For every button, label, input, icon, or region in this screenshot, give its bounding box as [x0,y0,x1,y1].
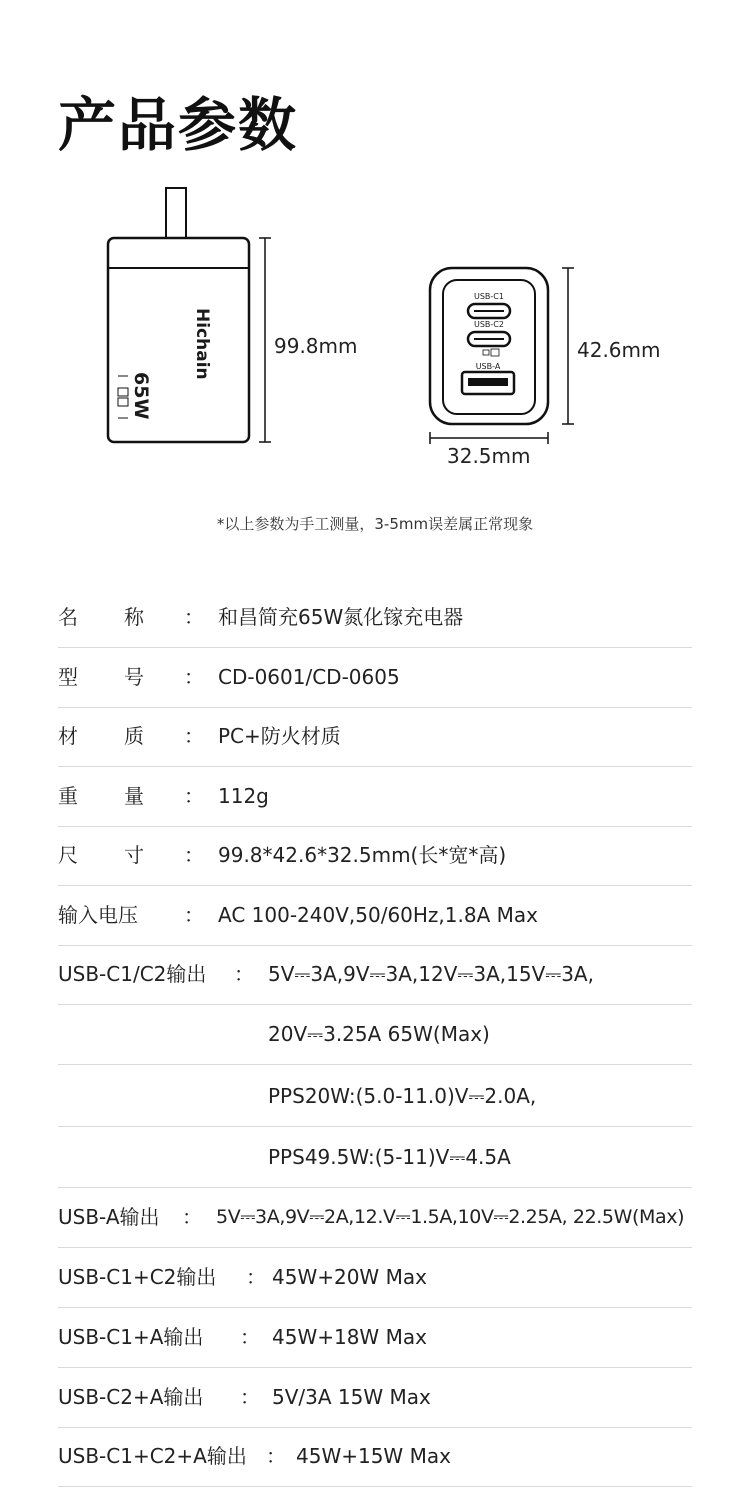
spec-value: 20V⎓3.25A 65W(Max) [268,1022,490,1046]
spec-row-weight [58,767,692,827]
dimension-diagram [0,180,750,480]
spec-row-size [58,826,692,886]
spec-label: USB-C2+A输出 [58,1385,204,1409]
spec-row-usbc-output [58,945,692,1005]
spec-label: 材 [58,724,78,748]
spec-label: 名 [58,605,78,629]
side-wattage: 65W [130,372,152,420]
charger-drawing [0,180,750,480]
spec-row-usbc-output-cont [58,1067,692,1127]
spec-value: PPS49.5W:(5-11)V⎓4.5A [268,1145,511,1169]
spec-row-c1c2a-output [58,1427,692,1487]
spec-label: 量 [124,784,144,808]
spec-separator: ： [184,784,204,808]
spec-separator: ： [182,1205,202,1229]
port-label-c2: USB-C2 [474,320,504,329]
spec-row-c1c2-output [58,1248,692,1308]
spec-value: PC+防火材质 [218,724,341,748]
spec-value: 45W+18W Max [272,1325,427,1349]
spec-row-material [58,707,692,767]
spec-value: CD-0601/CD-0605 [218,665,400,689]
measurement-note: *以上参数为手工测量，3-5mm误差属正常现象 [216,515,534,533]
spec-label: USB-C1+C2输出 [58,1265,217,1289]
spec-label: 号 [124,665,144,689]
spec-row-c1a-output [58,1308,692,1368]
spec-value: 45W+15W Max [296,1444,451,1468]
spec-label: 型 [58,665,78,689]
spec-separator: ： [234,962,254,986]
spec-label: USB-C1+A输出 [58,1325,204,1349]
front-height-label: 42.6mm [577,338,661,362]
spec-separator: ： [266,1444,286,1468]
spec-value: 5V⎓3A,9V⎓2A,12.V⎓1.5A,10V⎓2.25A, 22.5W(Max) [216,1206,685,1228]
spec-separator: ： [240,1385,260,1409]
spec-row-usba-output [58,1188,692,1248]
spec-label: USB-C1/C2输出 [58,962,207,986]
port-label-a: USB-A [475,362,501,371]
spec-label: USB-A输出 [58,1205,160,1229]
side-brand: Hichain [192,308,212,380]
spec-value: 99.8*42.6*32.5mm(长*宽*高) [218,843,507,867]
spec-value: 5V⎓3A,9V⎓3A,12V⎓3A,15V⎓3A, [268,962,594,986]
page-title: 产品参数 [58,91,299,159]
spec-label: 输入电压 [58,903,138,927]
spec-separator: ： [184,605,204,629]
front-width-label: 32.5mm [447,444,531,468]
spec-row-model [58,648,692,708]
spec-separator: ： [246,1265,266,1289]
spec-value: 112g [218,784,269,808]
spec-label: 称 [124,605,144,629]
spec-separator: ： [184,724,204,748]
spec-value: PPS20W:(5.0-11.0)V⎓2.0A, [268,1084,537,1108]
prong-shape [166,188,186,240]
spec-value: 5V/3A 15W Max [272,1385,431,1409]
spec-value: 45W+20W Max [272,1265,427,1289]
spec-separator: ： [184,843,204,867]
spec-label: 尺 [58,843,78,867]
spec-separator: ： [184,903,204,927]
spec-value: AC 100-240V,50/60Hz,1.8A Max [218,903,538,927]
spec-separator: ： [184,665,204,689]
spec-row-name [58,588,692,648]
spec-label: USB-C1+C2+A输出 [58,1444,247,1468]
spec-separator: ： [240,1325,260,1349]
height-label: 99.8mm [274,334,358,358]
spec-row-usbc-output-cont [58,1128,692,1188]
spec-label: 重 [58,784,78,808]
spec-row-c2a-output [58,1368,692,1428]
port-label-c1: USB-C1 [474,292,504,301]
spec-label: 质 [124,724,144,748]
spec-label: 寸 [124,843,144,867]
spec-value: 和昌简充65W氮化镓充电器 [218,605,464,629]
spec-row-input [58,886,692,946]
spec-row-usbc-output-cont [58,1005,692,1065]
